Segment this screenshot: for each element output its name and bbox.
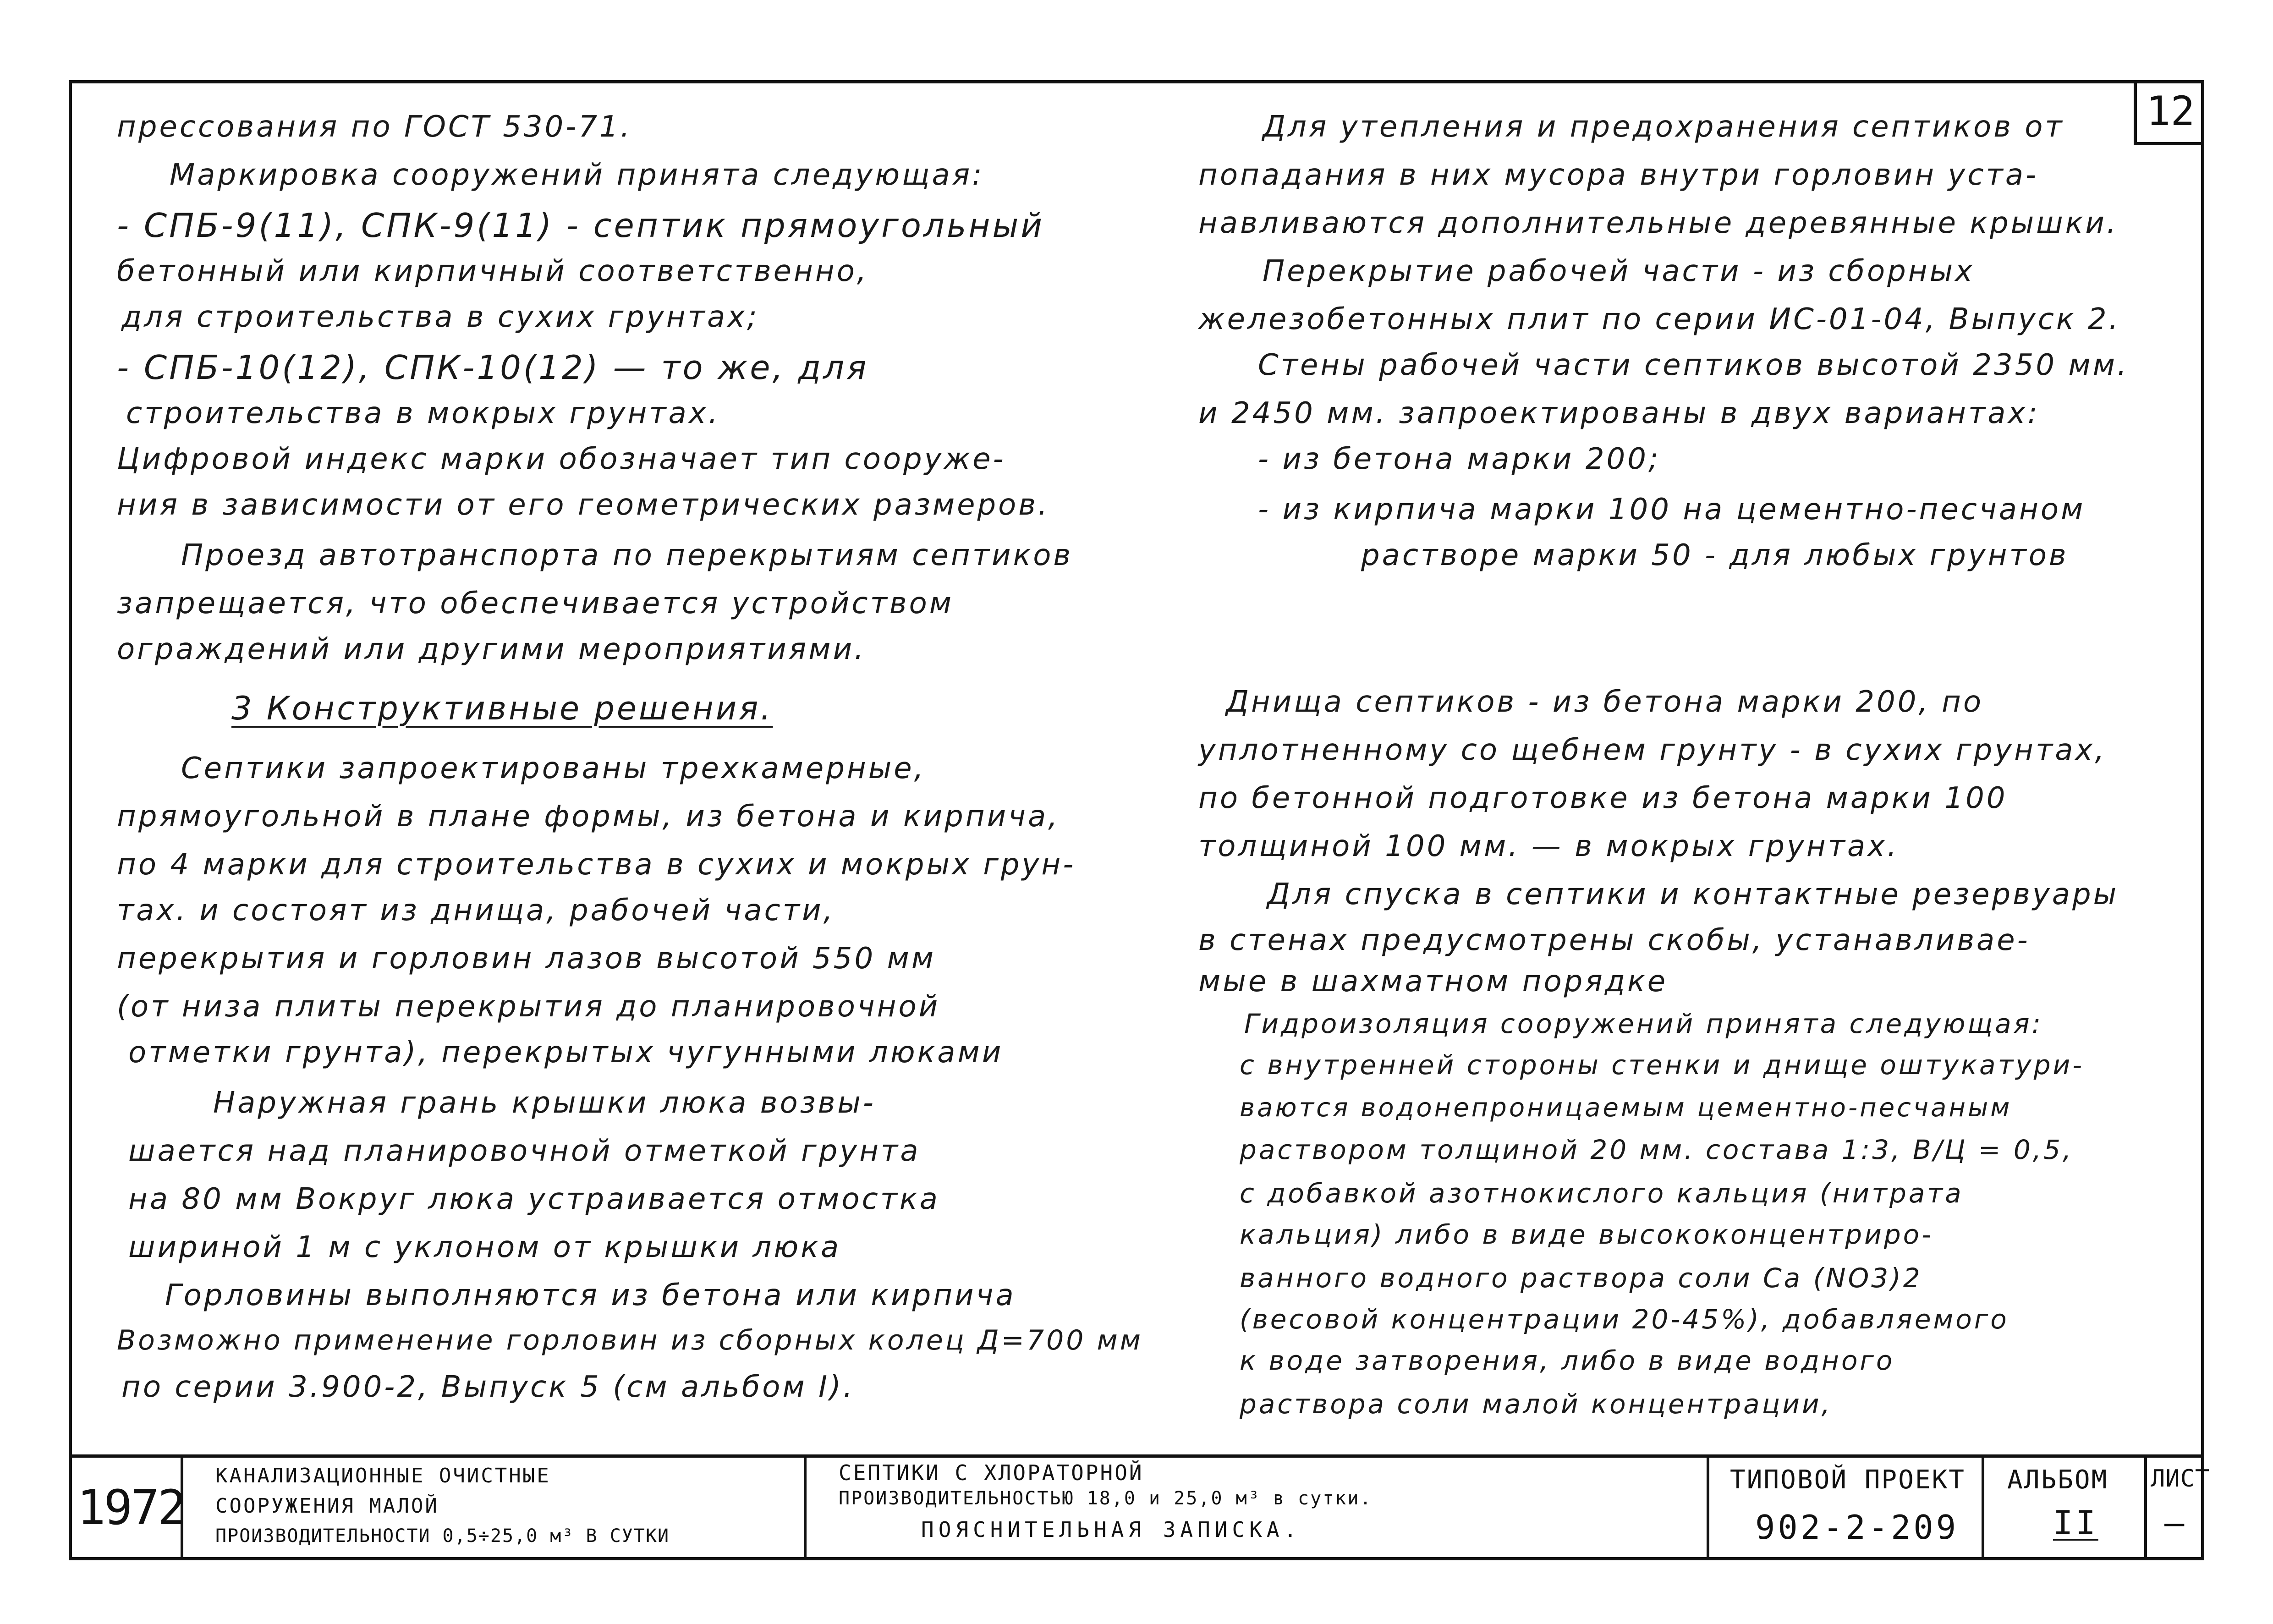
project-cell — [1709, 1458, 1984, 1560]
album-value: II — [2053, 1503, 2098, 1542]
year-cell — [69, 1458, 183, 1560]
text-line: по серии 3.900-2, Выпуск 5 (см альбом I). — [121, 1370, 855, 1404]
sheet-value: — — [2164, 1503, 2187, 1542]
text-line: раствора соли малой концентрации, — [1240, 1388, 1833, 1420]
section-heading: 3 Конструктивные решения. — [231, 690, 773, 727]
text-line: Гидроизоляция сооружений принята следующая: — [1244, 1008, 2043, 1039]
text-line: - из бетона марки 200; — [1258, 442, 1661, 476]
text-line: ограждений или другими мероприятиями. — [117, 632, 866, 666]
year-text: 1972 — [77, 1480, 185, 1536]
text-line: толщиной 100 мм. — в мокрых грунтах. — [1198, 829, 1899, 863]
text-line: Днища септиков - из бетона марки 200, по — [1226, 685, 1984, 719]
complex-title-line: ПРОИЗВОДИТЕЛЬНОСТИ 0,5÷25,0 м³ В СУТКИ — [215, 1525, 670, 1547]
text-line: (весовой концентрации 20-45%), добавляемого — [1240, 1304, 2009, 1335]
text-line: шается над планировочной отметкой грунта — [128, 1134, 921, 1168]
text-line: Для спуска в септики и контактные резервуары — [1267, 878, 2119, 911]
text-line: ванного водного раствора соли Ca (NO3)2 — [1240, 1262, 1922, 1294]
text-line: Наружная грань крышки люка возвы- — [213, 1086, 876, 1120]
text-line: раствором толщиной 20 мм. состава 1:3, В/Ц = 0,5, — [1240, 1134, 2074, 1165]
project-code: 902-2-209 — [1755, 1508, 1959, 1547]
text-line: попадания в них мусора внутри горловин уста- — [1198, 158, 2039, 192]
project-label: ТИПОВОЙ ПРОЕКТ — [1730, 1465, 1966, 1495]
text-line: навливаются дополнительные деревянные крышки. — [1198, 206, 2119, 240]
text-line: с добавкой азотнокислого кальция (нитрата — [1240, 1178, 1964, 1209]
text-line: Для утепления и предохранения септиков от — [1263, 110, 2064, 144]
text-line: Маркировка сооружений принята следующая: — [170, 158, 984, 192]
text-line: растворе марки 50 - для любых грунтов — [1361, 538, 2069, 572]
page-number: 12 — [2134, 80, 2204, 145]
text-line: и 2450 мм. запроектированы в двух вариантах: — [1198, 396, 2040, 430]
text-line: к воде затворения, либо в виде водного — [1240, 1345, 1895, 1376]
text-line: для строительства в сухих грунтах; — [121, 300, 759, 334]
text-line: по бетонной подготовке из бетона марки 100 — [1198, 781, 2008, 815]
text-line: тах. и состоят из днища, рабочей части, — [117, 894, 835, 927]
text-line: прямоугольной в плане формы, из бетона и кирпича, — [117, 800, 1060, 834]
sheet-title-cell — [807, 1458, 1709, 1560]
text-line: ния в зависимости от его геометрических размеров. — [117, 488, 1050, 522]
complex-title-line: СООРУЖЕНИЯ МАЛОЙ — [215, 1494, 439, 1518]
text-line: отметки грунта), перекрытых чугунными люками — [128, 1036, 1004, 1070]
text-line: уплотненному со щебнем грунту - в сухих грунтах, — [1198, 733, 2107, 767]
sheet-title-line: ПОЯСНИТЕЛЬНАЯ ЗАПИСКА. — [921, 1517, 1301, 1542]
text-line: мые в шахматном порядке — [1198, 965, 1668, 999]
sheet-title-line: СЕПТИКИ С ХЛОРАТОРНОЙ — [839, 1460, 1144, 1485]
text-line: кальция) либо в виде высококонцентриро- — [1240, 1219, 1934, 1250]
text-line: Возможно применение горловин из сборных колец Д=700 мм — [117, 1324, 1143, 1356]
text-line: - из кирпича марки 100 на цементно-песчаном — [1258, 493, 2086, 527]
sheet-label: ЛИСТ — [2151, 1465, 2210, 1492]
text-line: железобетонных плит по серии ИС-01-04, Выпуск 2. — [1198, 302, 2120, 336]
complex-title-cell — [183, 1458, 807, 1560]
text-line: Септики запроектированы трехкамерные, — [181, 752, 926, 785]
text-line: Проезд автотранспорта по перекрытиям септиков — [181, 538, 1073, 572]
album-cell — [1984, 1458, 2147, 1560]
text-line: Цифровой индекс марки обозначает тип сооруже- — [117, 442, 1006, 476]
sheet-title-line: ПРОИЗВОДИТЕЛЬНОСТЬЮ 18,0 и 25,0 м³ в сутки. — [839, 1488, 1373, 1509]
text-line: - СПБ-10(12), СПК-10(12) — то же, для — [117, 348, 869, 387]
text-line: перекрытия и горловин лазов высотой 550 мм — [117, 942, 936, 976]
text-line: прессования по ГОСТ 530-71. — [117, 110, 632, 144]
text-line: ваются водонепроницаемым цементно-песчаным — [1240, 1093, 2012, 1123]
sheet-cell — [2147, 1458, 2210, 1560]
text-line: - СПБ-9(11), СПК-9(11) - септик прямоугольный — [117, 206, 1045, 245]
text-line: на 80 мм Вокруг люка устраивается отмостка — [128, 1182, 940, 1216]
text-line: в стенах предусмотрены скобы, устанавливае- — [1198, 923, 2030, 957]
text-line: Стены рабочей части септиков высотой 2350 мм. — [1258, 348, 2129, 382]
text-line: Перекрытие рабочей части - из сборных — [1263, 254, 1975, 288]
complex-title-line: КАНАЛИЗАЦИОННЫЕ ОЧИСТНЫЕ — [215, 1464, 551, 1487]
text-line: Горловины выполняются из бетона или кирпича — [165, 1278, 1016, 1312]
text-line: строительства в мокрых грунтах. — [126, 396, 720, 430]
title-block — [69, 1454, 2210, 1560]
album-label: АЛЬБОМ — [2007, 1465, 2108, 1495]
text-line: (от низа плиты перекрытия до планировочной — [117, 990, 940, 1024]
text-line: по 4 марки для строительства в сухих и мокрых грун- — [117, 848, 1076, 882]
text-line: с внутренней стороны стенки и днище оштукатури- — [1240, 1049, 2085, 1081]
text-line: шириной 1 м с уклоном от крышки люка — [128, 1230, 841, 1264]
text-line: бетонный или кирпичный соответственно, — [117, 254, 869, 288]
text-line: запрещается, что обеспечивается устройством — [117, 587, 954, 620]
